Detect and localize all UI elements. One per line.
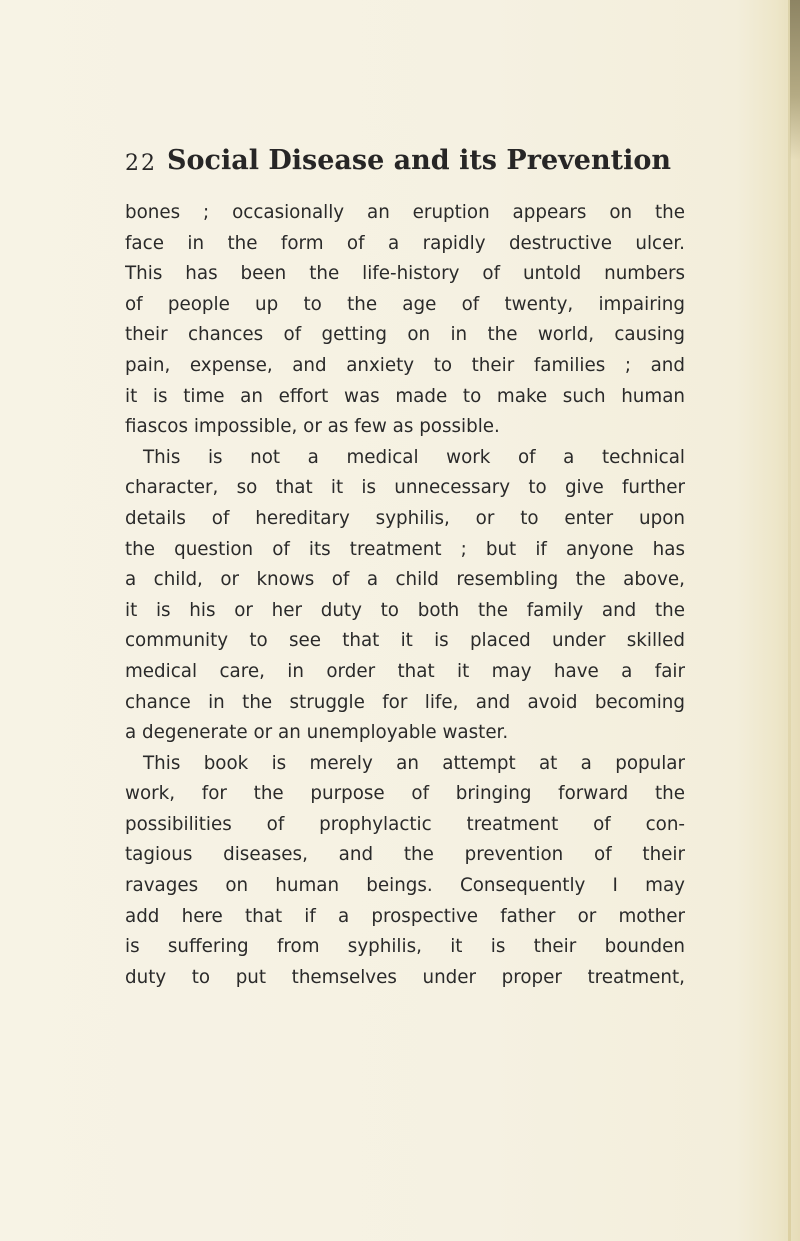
text-line: This is not a medical work of a technical xyxy=(143,446,685,468)
text-line: a child, or knows of a child resembling the above, xyxy=(125,569,685,591)
running-head-title: Social Disease and its Prevention xyxy=(167,145,671,176)
paragraph-2 xyxy=(125,443,685,749)
text-line: tagious diseases, and the prevention of their xyxy=(125,844,685,866)
text-line: medical care, in order that it may have a fair xyxy=(125,660,685,682)
paragraph-1 xyxy=(125,198,685,443)
text-line: details of hereditary syphilis, or to enter upon xyxy=(125,507,685,529)
text-line: bones ; occasionally an eruption appears on the xyxy=(125,202,685,223)
page-edge-dark xyxy=(790,0,800,160)
text-line: character, so that it is unnecessary to give further xyxy=(125,477,685,499)
text-line: community to see that it is placed under skilled xyxy=(125,630,685,652)
running-head xyxy=(125,145,685,183)
text-line: fiascos impossible, or as few as possible. xyxy=(125,416,500,438)
text-line: it is time an effort was made to make such human xyxy=(125,385,685,407)
page-edge-shadow xyxy=(788,0,791,1241)
text-line: the question of its treatment ; but if anyone has xyxy=(125,538,685,560)
text-line: their chances of getting on in the world, causing xyxy=(125,324,685,346)
text-line: pain, expense, and anxiety to their families ; and xyxy=(125,354,685,376)
text-line: ravages on human beings. Consequently I may xyxy=(125,875,685,897)
text-line: chance in the struggle for life, and avoid becoming xyxy=(125,691,685,713)
paragraph-3 xyxy=(125,749,685,994)
text-line: This has been the life-history of untold numbers xyxy=(125,263,685,285)
text-line: is suffering from syphilis, it is their bounden xyxy=(125,936,685,958)
text-line: it is his or her duty to both the family and the xyxy=(125,599,685,621)
text-line: This book is merely an attempt at a popular xyxy=(143,752,685,774)
text-line: possibilities of prophylactic treatment of con- xyxy=(125,813,685,835)
text-line: work, for the purpose of bringing forward the xyxy=(125,783,685,805)
page-number: 22 xyxy=(125,151,157,176)
body-text xyxy=(125,198,685,993)
text-line: add here that if a prospective father or mother xyxy=(125,905,685,927)
text-line: face in the form of a rapidly destructive ulcer. xyxy=(125,232,685,254)
text-line: duty to put themselves under proper treatment, xyxy=(125,966,685,988)
text-line: a degenerate or an unemployable waster. xyxy=(125,722,509,744)
text-line: of people up to the age of twenty, impairing xyxy=(125,293,685,315)
